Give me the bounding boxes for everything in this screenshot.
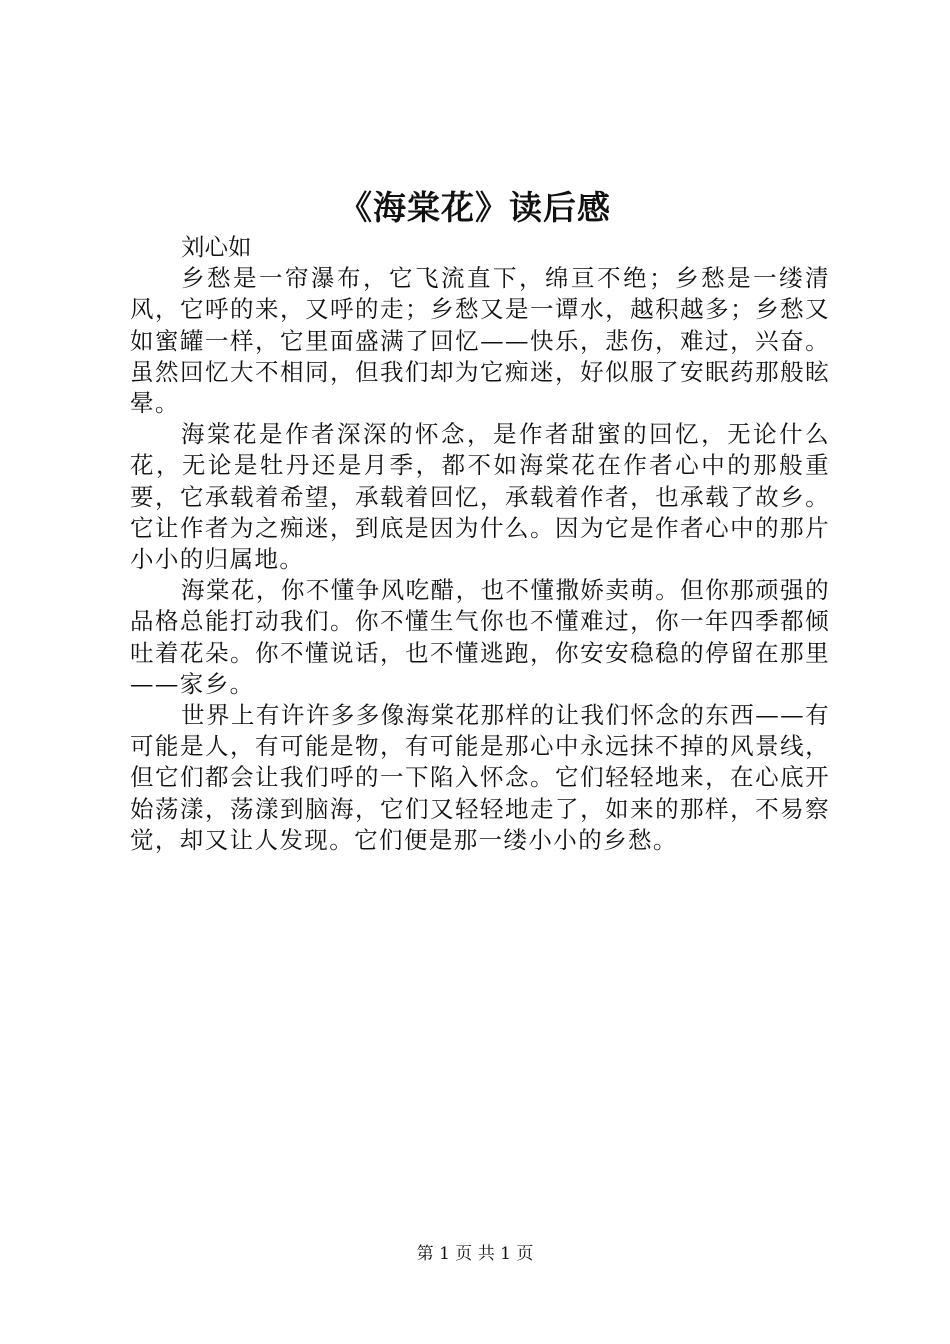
document-title: 《海棠花》读后感: [339, 188, 611, 227]
paragraph-2: 海棠花是作者深深的怀念，是作者甜蜜的回忆，无论什么花，无论是牡丹还是月季，都不如海棠花在作者心中的那般重要，它承载着希望，承载着回忆，承载着作者，也承载了故乡。它让作者为之痴迷，到底是因为什么。因为它是作者心中的那片小小的归属地。: [130, 420, 830, 574]
paragraph-4: 世界上有许许多多像海棠花那样的让我们怀念的东西——有可能是人，有可能是物，有可能是那心中永远抹不掉的风景线，但它们都会让我们呼的一下陷入怀念。它们轻轻地来，在心底开始荡漾，荡漾到脑海，它们又轻轻地走了，如来的那样，不易察觉，却又让人发现。它们便是那一缕小小的乡愁。: [130, 701, 830, 854]
document-body: [130, 232, 830, 856]
page-footer: 第 1 页 共 1 页: [416, 1244, 534, 1264]
paragraph-1: 乡愁是一帘瀑布，它飞流直下，绵亘不绝；乡愁是一缕清风，它呼的来，又呼的走；乡愁又是一谭水，越积越多；乡愁又如蜜罐一样，它里面盛满了回忆——快乐，悲伤，难过，兴奋。虽然回忆大不相同，但我们却为它痴迷，好似服了安眠药那般眩晕。: [130, 264, 830, 418]
paragraph-3: 海棠花，你不懂争风吃醋，也不懂撒娇卖萌。但你那顽强的品格总能打动我们。你不懂生气你也不懂难过，你一年四季都倾吐着花朵。你不懂说话，也不懂逃跑，你安安稳稳的停留在那里——家乡。: [130, 576, 830, 698]
author-name: 刘心如: [181, 233, 252, 261]
